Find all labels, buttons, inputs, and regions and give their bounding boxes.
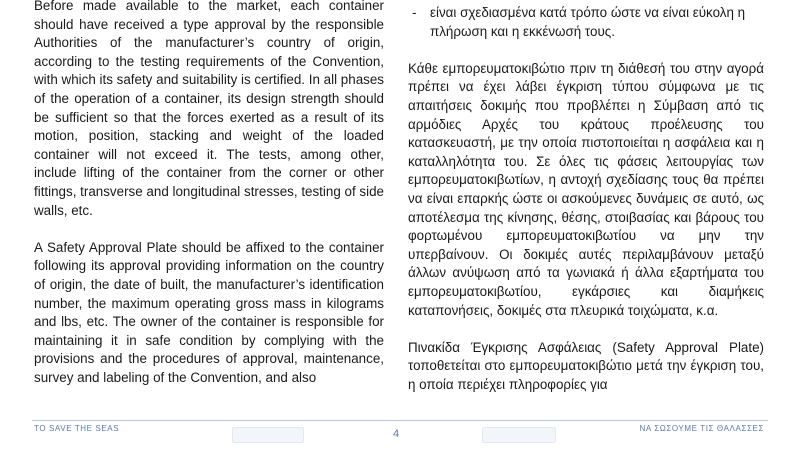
paragraph-spacer: [408, 320, 764, 339]
paragraph-spacer: [408, 41, 764, 60]
footer-rule: [32, 420, 768, 421]
english-column: [34, 0, 384, 387]
footer-slogan-english: TO SAVE THE SEAS: [34, 424, 120, 433]
greek-bullet-item: [408, 4, 764, 41]
bullet-dash: -: [412, 5, 417, 20]
page-number: 4: [393, 428, 400, 440]
greek-paragraph-safety-plate: Πινακίδα Έγκρισης Ασφάλειας (Safety Approval Plate) τοποθετείται στο εμπορευματοκιβώτιο μετά την έγκριση του, η οποία περιέχει πληροφορίες για: [408, 339, 764, 392]
greek-column: [408, 4, 764, 394]
greek-bullet-text: είναι σχεδιασμένα κατά τρόπο ώστε να είναι εύκολη η πλήρωση και η εκκένωσή τους.: [430, 5, 746, 39]
footer-logo-watermark: [482, 427, 556, 443]
greek-paragraph-type-approval: Κάθε εμπορευματοκιβώτιο πριν τη διάθεσή του στην αγορά πρέπει να έχει λάβει έγκριση τύπου σύμφωνα με τις απαιτήσεις δοκιμής που προβλέπει η Σύμβαση από τις αρμόδιες Αρχές του κράτους προέλευσης του κατασκευαστή, με την οποία πιστοποιείται η ασφάλεια και η καταλληλότητα του. Σε όλες τις φάσεις λειτουργίας των εμπορευματοκιβωτίων, η αντοχή σχεδίασης τους θα πρέπει να είναι επαρκής ώστε οι ασκούμενες δυνάμεις σε αυτό, ως αποτέλεσμα της κίνησης, θέσης, στοιβασίας και βάρους του φορτωμένου εμπορευματοκιβωτίου να μην την υπερβαίνουν. Οι δοκιμές αυτές περιλαμβάνουν μεταξύ άλλων ανύψωση από τα γωνιακά ή άλλα εξαρτήματα του εμπορευματοκιβωτίου, εγκάρσιες και διαμήκεις καταπονήσεις, δοκιμές στα πλευρικά τοιχώματα, κ.α.: [408, 60, 764, 318]
paragraph-spacer: [34, 220, 384, 239]
english-paragraph-type-approval: Before made available to the market, each container should have received a type approval by the responsible Authorities of the manufacturer’s country of origin, according to the testing requirements of the Convention, with which its safety and suitability is certified. In all phases of the operation of a container, its design strength should be sufficient so that the forces exerted as a result of its motion, position, stacking and weight of the loaded container will not exceed it. The tests, among other, include lifting of the container from the corner or other fittings, transverse and longitudinal stresses, testing of side walls, etc.: [34, 0, 384, 218]
footer-slogan-greek: ΝΑ ΣΩΣΟΥΜΕ ΤΙΣ ΘΑΛΑΣΣΕΣ: [639, 424, 764, 433]
english-paragraph-safety-plate: A Safety Approval Plate should be affixed to the container following its approval providing information on the country of origin, the date of built, the manufacturer’s identification number, the maximum operating gross mass in kilograms and lbs, etc. The owner of the container is responsible for maintaining it in safe condition by complying with the provisions and the procedures of approval, maintenance, survey and labeling of the Convention, and also: [34, 239, 384, 385]
footer-logo-watermark: [232, 427, 304, 443]
